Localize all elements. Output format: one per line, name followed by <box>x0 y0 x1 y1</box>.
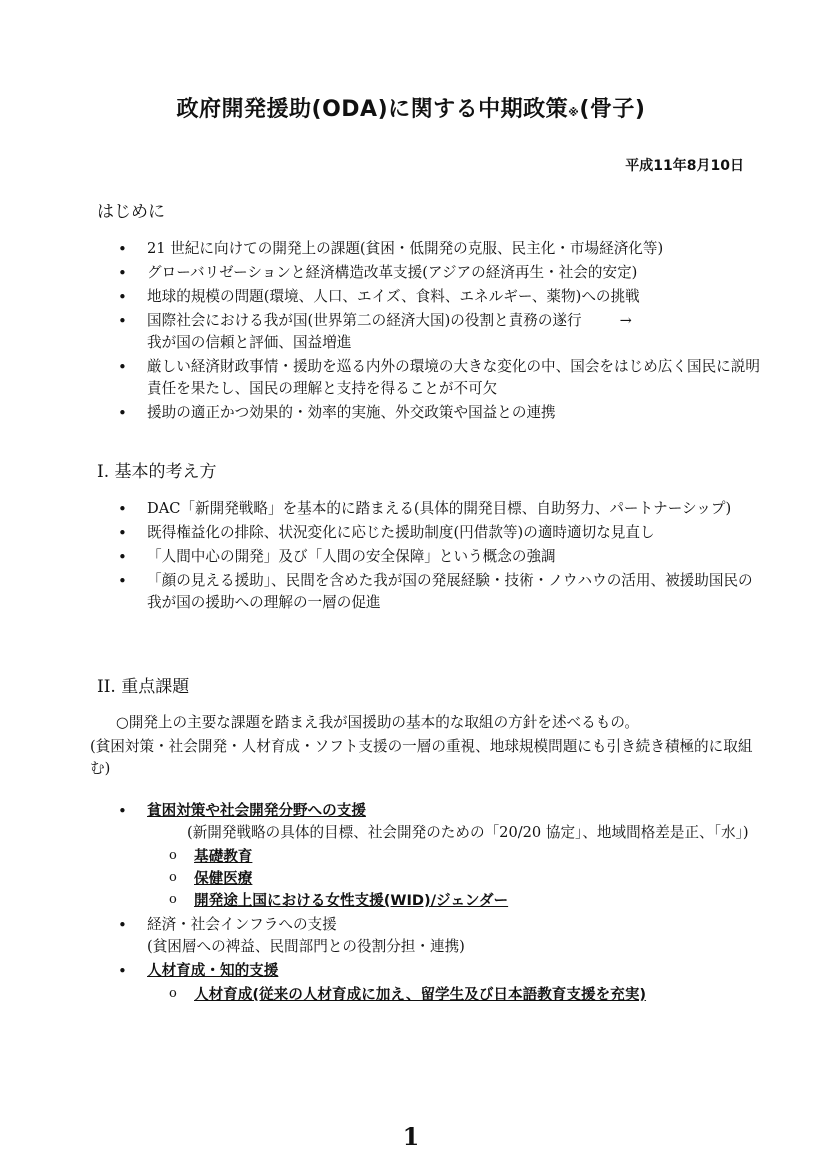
title-footnote-mark: ※ <box>568 106 580 119</box>
section2-item <box>0 914 822 958</box>
section2-heading: II. 重点課題 <box>97 677 190 697</box>
intro-item: • グローバリゼーションと経済構造改革支援(アジアの経済再生・社会的安定) <box>0 262 822 284</box>
title-suffix: (骨子) <box>579 97 646 122</box>
title-main: 政府開発援助(ODA)に関する中期政策 <box>176 97 569 122</box>
intro-item: • 21 世紀に向けての開発上の課題(貧困・低開発の克服、民主化・市場経済化等) <box>0 238 822 260</box>
section2-item-note: (新開発戦略の具体的目標、社会開発のための「20/20 協定」、地域間格差是正、「水」) <box>187 824 749 841</box>
sub-item: o 開発途上国における女性支援(WID)/ジェンダー <box>0 890 762 912</box>
section2-item-label: 貧困対策や社会開発分野への支援 <box>147 802 366 819</box>
arrow-glyph: → <box>619 312 632 329</box>
section1-item: • 「人間中心の開発」及び「人間の安全保障」という概念の強調 <box>0 546 822 568</box>
intro-item: • 地球的規模の問題(環境、人口、エイズ、食料、エネルギー、薬物)への挑戦 <box>0 286 822 308</box>
intro-item: • 厳しい経済財政事情・援助を巡る内外の環境の大きな変化の中、国会をはじめ広く国民に説明責任を果たし、国民の理解と支持を得ることが不可欠 <box>0 356 822 400</box>
section2-item-note: (貧困層への裨益、民間部門との役割分担・連携) <box>147 938 465 955</box>
section1-item: • 既得権益化の排除、状況変化に応じた援助制度(円借款等)の適時適切な見直し <box>0 522 822 544</box>
section2-lead-1: ○開発上の主要な課題を踏まえ我が国援助の基本的な取組の方針を述べるもの。 <box>116 714 639 731</box>
sub-item: o 保健医療 <box>0 868 762 890</box>
section2-list <box>0 800 822 1006</box>
section1-item: • DAC「新開発戦略」を基本的に踏まえる(具体的開発目標、自助努力、パートナーシップ) <box>0 498 822 520</box>
document-title <box>0 92 822 123</box>
intro-heading: はじめに <box>97 202 165 222</box>
intro-list <box>0 238 822 424</box>
sub-list <box>0 846 822 912</box>
intro-item: • 援助の適正かつ効果的・効率的実施、外交政策や国益との連携 <box>0 402 822 424</box>
sub-item: o 人材育成(従来の人材育成に加え、留学生及び日本語教育支援を充実) <box>0 984 762 1006</box>
sub-list <box>0 984 822 1006</box>
section2-item-label: 人材育成・知的支援 <box>147 962 279 979</box>
section1-heading: I. 基本的考え方 <box>97 462 217 482</box>
section1-item: • 「顔の見える援助」、民間を含めた我が国の発展経験・技術・ノウハウの活用、被援助国民の我が国の援助への理解の一層の促進 <box>0 570 822 614</box>
sub-item: o 基礎教育 <box>0 846 762 868</box>
intro-item-continuation: 我が国の信頼と評価、国益増進 <box>147 334 352 351</box>
section2-item <box>0 800 822 844</box>
document-date: 平成11年8月10日 <box>625 158 744 174</box>
section2-lead-2: (貧困対策・社会開発・人材育成・ソフト支援の一層の重視、地球規模問題にも引き続き積極的に取組む) <box>90 738 753 777</box>
intro-item: • 国際社会における我が国(世界第二の経済大国)の役割と責務の遂行 → 我が国の信頼と評価、国益増進 <box>0 310 822 354</box>
section2-item-label: 経済・社会インフラへの支援 <box>147 916 337 933</box>
page-number: 1 <box>402 1122 420 1151</box>
section2-item <box>0 960 822 982</box>
section1-list <box>0 498 822 614</box>
